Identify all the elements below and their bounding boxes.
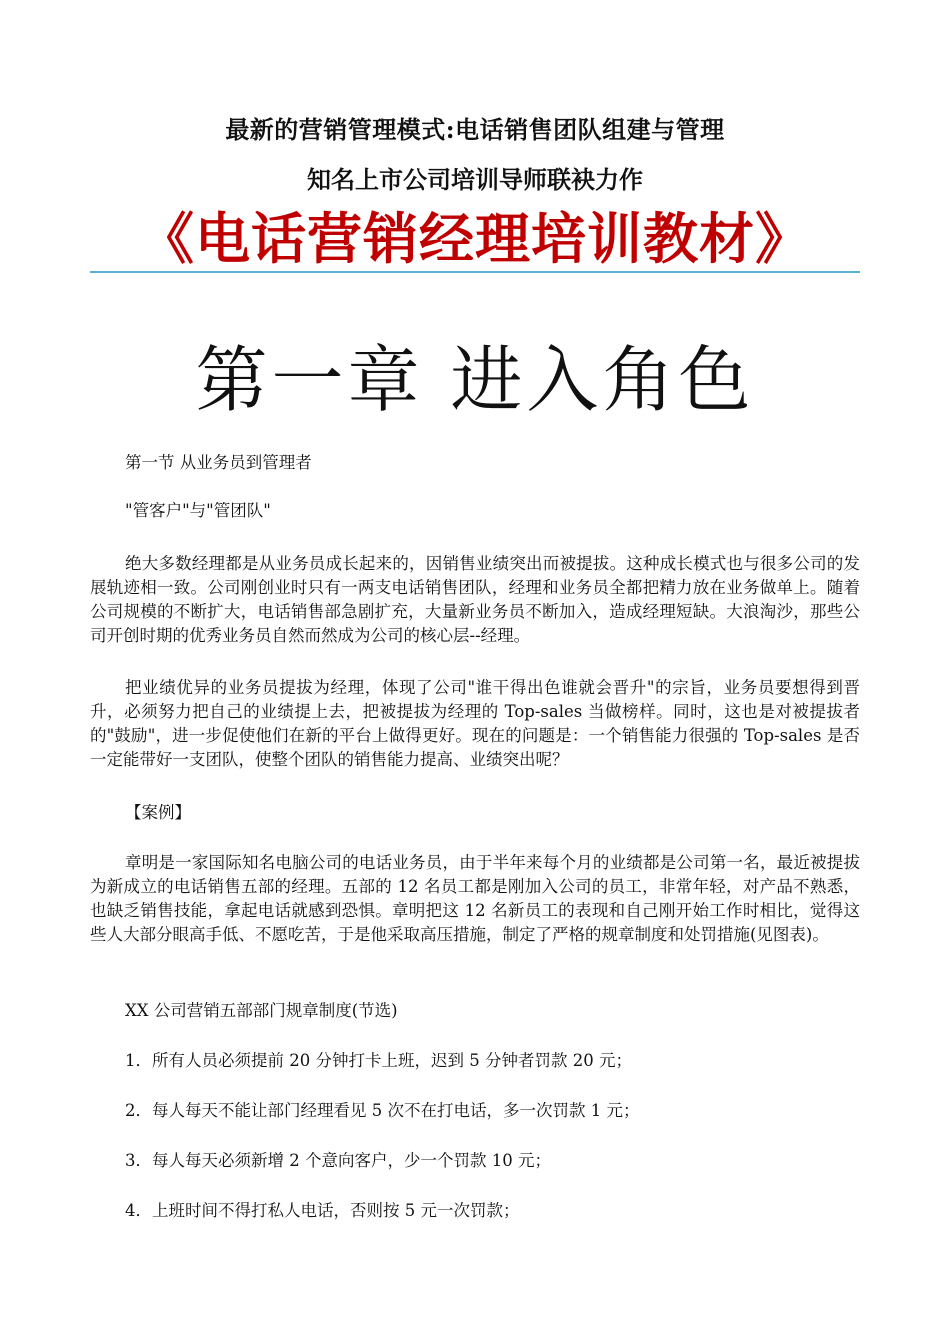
paragraph-2: 把业绩优异的业务员提拔为经理，体现了公司"谁干得出色谁就会晋升"的宗旨，业务员要想得到晋升，必须努力把自己的业绩提上去，把被提拔为经理的 Top-sales 当做榜样。同时，这也是对被提拔者的"鼓励"，进一步促使他们在新的平台上做得更好。现在的问题是：一个销售能力很强的 Top-sales 是否一定能带好一支团队，使整个团队的销售能力提高、业绩突出呢？: [90, 678, 860, 769]
rule-item: 2．每人每天不能让部门经理看见 5 次不在打电话，多一次罚款 1 元；: [125, 1101, 640, 1120]
case-label: 【案例】: [125, 803, 191, 822]
paragraph-1-block: [90, 552, 860, 648]
paragraph-2-block: [90, 676, 860, 772]
case-label-block: [90, 801, 860, 825]
rules-title-block: [90, 999, 860, 1023]
body-text-block: [90, 451, 860, 475]
header-subtitle: 最新的营销管理模式:电话销售团队组建与管理: [225, 115, 725, 144]
header-tagline: 知名上市公司培训导师联袂力作: [307, 165, 643, 194]
rule-item-2-block: [90, 1099, 860, 1123]
rule-item-4-block: [90, 1199, 860, 1223]
paragraph-3: 章明是一家国际知名电脑公司的电话业务员，由于半年来每个月的业绩都是公司第一名，最近被提拔为新成立的电话销售五部的经理。五部的 12 名员工都是刚加入公司的员工，非常年轻，对产品不熟悉，也缺乏销售技能，拿起电话就感到恐惧。章明把这 12 名新员工的表现和自己刚开始工作时相比，觉得这些人大部分眼高手低、不愿吃苦，于是他采取高压措施，制定了严格的规章制度和处罚措施(见图表)。: [90, 853, 860, 944]
rule-item-1-block: [90, 1049, 860, 1073]
subheading: "管客户"与"管团队": [125, 501, 271, 520]
document-title: 《电话营销经理培训教材》: [138, 207, 811, 271]
paragraph-3-block: [90, 851, 860, 947]
chapter-title: 第一章 进入角色: [195, 338, 755, 422]
section-heading: 第一节 从业务员到管理者: [125, 453, 312, 472]
rule-item: 1．所有人员必须提前 20 分钟打卡上班，迟到 5 分钟者罚款 20 元；: [125, 1051, 632, 1070]
title-divider: [90, 271, 860, 273]
rule-item: 4．上班时间不得打私人电话，否则按 5 元一次罚款；: [125, 1201, 520, 1220]
rule-item-3-block: [90, 1149, 860, 1173]
subheading-block: [90, 499, 860, 523]
paragraph-1: 绝大多数经理都是从业务员成长起来的，因销售业绩突出而被提拔。这种成长模式也与很多公司的发展轨迹相一致。公司刚创业时只有一两支电话销售团队，经理和业务员全都把精力放在业务做单上。随着公司规模的不断扩大，电话销售部急剧扩充，大量新业务员不断加入，造成经理短缺。大浪淘沙，那些公司开创时期的优秀业务员自然而然成为公司的核心层--经理。: [90, 554, 860, 645]
rule-item: 3．每人每天必须新增 2 个意向客户，少一个罚款 10 元；: [125, 1151, 551, 1170]
rules-title: XX 公司营销五部部门规章制度(节选): [125, 1001, 398, 1020]
